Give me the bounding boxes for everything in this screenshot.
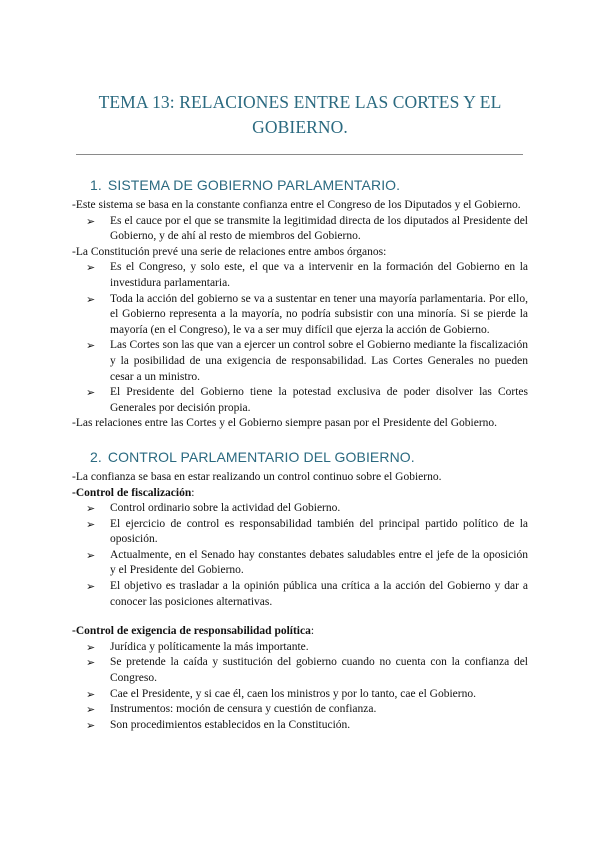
arrow-bullet-icon: ➢: [86, 687, 96, 701]
list-item: ➢ El ejercicio de control es responsabilidad también del principal partido político de la oposición.: [86, 517, 528, 546]
paragraph: -La Constitución prevé una serie de relaciones entre ambos órganos:: [72, 245, 387, 258]
list-item: ➢ El objetivo es trasladar a la opinión pública una crítica a la acción del Gobierno y dar a conocer las posiciones alternativas.: [86, 580, 528, 608]
section-1-title: SISTEMA DE GOBIERNO PARLAMENTARIO.: [107, 177, 401, 193]
arrow-bullet-icon: ➢: [86, 656, 96, 670]
section-2-heading: [72, 448, 528, 466]
bullet-list: [72, 260, 528, 416]
arrow-bullet-icon: ➢: [86, 386, 96, 400]
bullet-list: [72, 501, 528, 610]
paragraph: -Este sistema se basa en la constante confianza entre el Congreso de los Diputados y el Gobierno.: [72, 199, 521, 211]
list-item: ➢ Es el Congreso, y solo este, el que va a intervenir en la formación del Gobierno en la investidura parlamentaria.: [86, 261, 528, 289]
section-2-title: CONTROL PARLAMENTARIO DEL GOBIERNO.: [107, 448, 415, 465]
arrow-bullet-icon: ➢: [86, 703, 96, 717]
arrow-bullet-icon: ➢: [86, 517, 96, 531]
list-item: ➢ Es el cauce por el que se transmite la legitimidad directa de los diputados al Presidente del Gobierno, y de ahí al resto de miembros del Gobierno.: [86, 214, 528, 243]
arrow-bullet-icon: ➢: [86, 548, 96, 562]
arrow-bullet-icon: ➢: [86, 718, 96, 732]
document-body: [72, 170, 528, 733]
paragraph: -Las relaciones entre las Cortes y el Gobierno siempre pasan por el Presidente del Gobierno.: [72, 417, 498, 430]
arrow-bullet-icon: ➢: [86, 214, 96, 228]
spacer: [72, 610, 528, 624]
section-2-number: 2.: [90, 448, 102, 465]
document-title: TEMA 13: RELACIONES ENTRE LAS CORTES Y EL GOBIERNO.: [98, 92, 502, 137]
bullet-list: [72, 214, 528, 245]
title-divider: [76, 154, 523, 155]
bullet-list: [72, 640, 528, 734]
arrow-bullet-icon: ➢: [86, 292, 96, 306]
section-1-heading: [72, 176, 528, 194]
list-item: ➢ Jurídica y políticamente la más importante.: [86, 640, 309, 654]
list-item: ➢ Toda la acción del gobierno se va a sustentar en tener una mayoría parlamentaria. Por ello, el Gobierno representa a la mayoría, no podría subsistir con una minoría. Si se pierde la mayoría (en el Congreso), le va a ser muy difícil que ejerza la acción de Gobierno.: [86, 292, 528, 336]
arrow-bullet-icon: ➢: [86, 339, 96, 353]
list-item: ➢ Cae el Presidente, y si cae él, caen los ministros y por lo tanto, cae el Gobierno.: [86, 687, 476, 701]
paragraph: -La confianza se basa en estar realizando un control continuo sobre el Gobierno.: [72, 470, 442, 483]
arrow-bullet-icon: ➢: [86, 580, 96, 594]
arrow-bullet-icon: ➢: [86, 640, 96, 654]
list-item: ➢ Actualmente, en el Senado hay constantes debates saludables entre el jefe de la oposición y el Presidente del Gobierno.: [86, 548, 528, 577]
subheading-fiscalizacion: -Control de fiscalización:: [72, 486, 195, 499]
list-item: ➢ Se pretende la caída y sustitución del gobierno cuando no cuenta con la confianza del Congreso.: [86, 656, 528, 685]
arrow-bullet-icon: ➢: [86, 502, 96, 516]
section-1-number: 1.: [90, 177, 102, 193]
arrow-bullet-icon: ➢: [86, 261, 96, 275]
list-item: ➢ Instrumentos: moción de censura y cuestión de confianza.: [86, 703, 377, 717]
list-item: ➢ Son procedimientos establecidos en la Constitución.: [86, 718, 351, 732]
list-item: ➢ El Presidente del Gobierno tiene la potestad exclusiva de poder disolver las Cortes Generales por decisión propia.: [86, 386, 528, 414]
list-item: ➢ Control ordinario sobre la actividad del Gobierno.: [86, 502, 341, 516]
subheading-responsabilidad: -Control de exigencia de responsabilidad política:: [72, 625, 315, 638]
list-item: ➢ Las Cortes son las que van a ejercer un control sobre el Gobierno mediante la fiscalización y la posibilidad de una exigencia de responsabilidad. Las Cortes Generales no pueden cesar a un ministro.: [86, 339, 528, 383]
